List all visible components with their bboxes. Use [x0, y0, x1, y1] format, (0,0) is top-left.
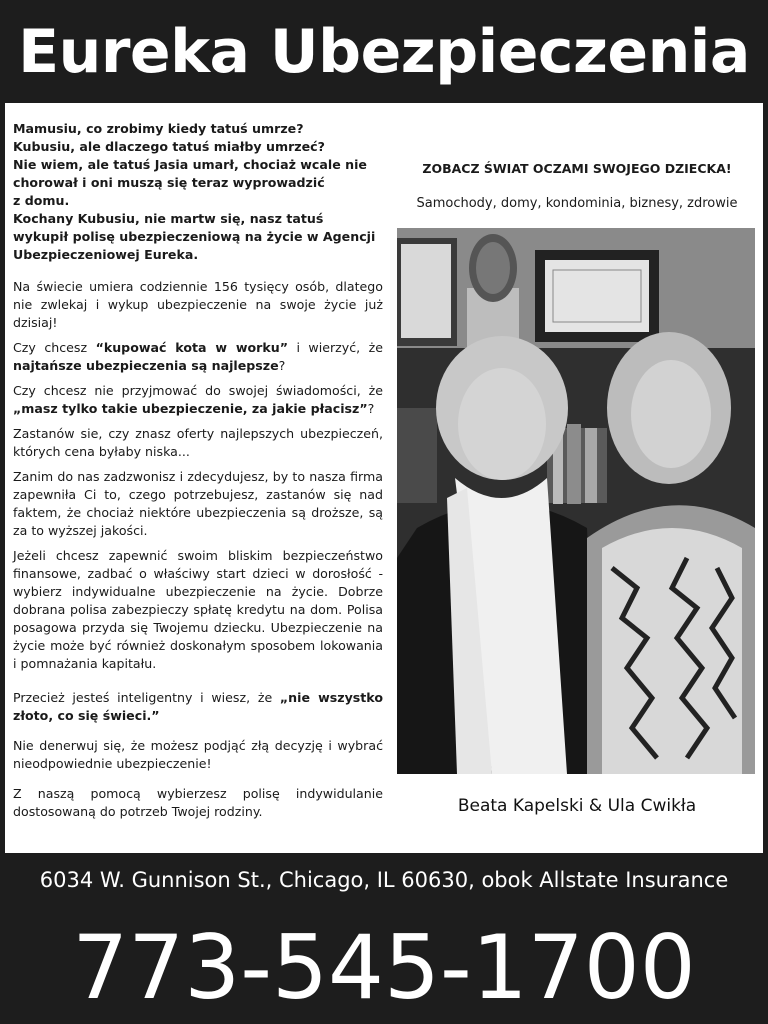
text-span: Przecież jesteś inteligentny i wiesz, że: [13, 690, 280, 705]
office-address: 6034 W. Gunnison St., Chicago, IL 60630, obok Allstate Insurance: [39, 868, 729, 892]
paragraph-family-security: Jeżeli chcesz zapewnić swoim bliskim bezpieczeństwo finansowe, zadbać o właściwy start dzieci w dorosłość - wybierz indywidualne ubezpieczenie na życie. Dobrze dobrana polisa zabezpieczy spłatę kredytu na dom. Polisa posagowa przyda się Twojemu dziecku. Ubezpieczenie na życie może być również doskonałym sposobem lokowania i pomnażania kapitału.: [13, 548, 383, 671]
intro-line: Nie wiem, ale tatuś Jasia umarł, chociaż wcale nie: [13, 157, 367, 172]
paragraph-offers: Zastanów sie, czy znasz oferty najlepszych ubezpieczeń, których cena byłaby niska...: [13, 426, 383, 459]
paragraph-cat-in-bag: [13, 339, 383, 375]
paragraph-deaths: Na świecie umiera codziennie 156 tysięcy osób, dlatego nie zwlekaj i wykup ubezpieczenie na swoje życie już dzisiaj!: [13, 279, 383, 330]
intro-line: chorował i oni muszą się teraz wyprowadzić: [13, 175, 325, 190]
intro-line: Mamusiu, co zrobimy kiedy tatuś umrze?: [13, 121, 304, 136]
bold-span: „nie wszystko złoto, co się świeci.”: [13, 690, 383, 723]
paragraph-awareness: [13, 382, 383, 418]
tagline: Samochody, domy, kondominia, biznesy, zdrowie: [416, 196, 738, 211]
text-span: ?: [278, 358, 286, 373]
intro-line: wykupił polisę ubezpieczeniową na życie w Agencji: [13, 229, 376, 244]
paragraph-before-calling: Zanim do nas zadzwonisz i zdecydujesz, by to nasza firma zapewniła Ci to, czego potrzebujesz, zastanów się nad faktem, że chociaż niektóre ubezpieczenia są droższe, są za to wyższej jakości.: [13, 469, 383, 538]
brand-title: Eureka Ubezpieczenia: [18, 16, 750, 87]
text-span: ?: [367, 401, 375, 416]
content-panel: [5, 103, 763, 853]
bold-span: “kupować kota w worku”: [95, 340, 288, 355]
text-span: i wierzyć, że: [287, 340, 383, 355]
intro-dialogue: [13, 120, 383, 264]
intro-line: z domu.: [13, 193, 70, 208]
intro-line: Kochany Kubusiu, nie martw się, nasz tatuś: [13, 211, 324, 226]
paragraph-gold: [13, 689, 383, 725]
phone-number: 773-545-1700: [72, 916, 696, 1019]
agents-photo: [397, 228, 755, 774]
text-span: Czy chcesz nie przyjmować do swojej świadomości, że: [13, 383, 383, 398]
agents-caption: Beata Kapelski & Ula Cwikła: [457, 796, 697, 816]
intro-line: Kubusiu, ale dlaczego tatuś miałby umrzeć?: [13, 139, 325, 154]
slogan: ZOBACZ ŚWIAT OCZAMI SWOJEGO DZIECKA!: [422, 161, 732, 176]
header-banner: [0, 0, 768, 103]
intro-line: Ubezpieczeniowej Eureka.: [13, 247, 199, 262]
text-span: Czy chcesz: [13, 340, 96, 355]
bold-span: „masz tylko takie ubezpieczenie, za jakie płacisz”: [13, 401, 368, 416]
left-column: [13, 120, 383, 828]
paragraph-our-help: Z naszą pomocą wybierzesz polisę indywidulanie dostosowaną do potrzeb Twojej rodziny.: [13, 786, 383, 819]
paragraph-dont-worry: Nie denerwuj się, że możesz podjąć złą decyzję i wybrać nieodpowiednie ubezpieczenie!: [13, 738, 383, 771]
bold-span: najtańsze ubezpieczenia są najlepsze: [13, 358, 279, 373]
body-text: [13, 278, 383, 821]
